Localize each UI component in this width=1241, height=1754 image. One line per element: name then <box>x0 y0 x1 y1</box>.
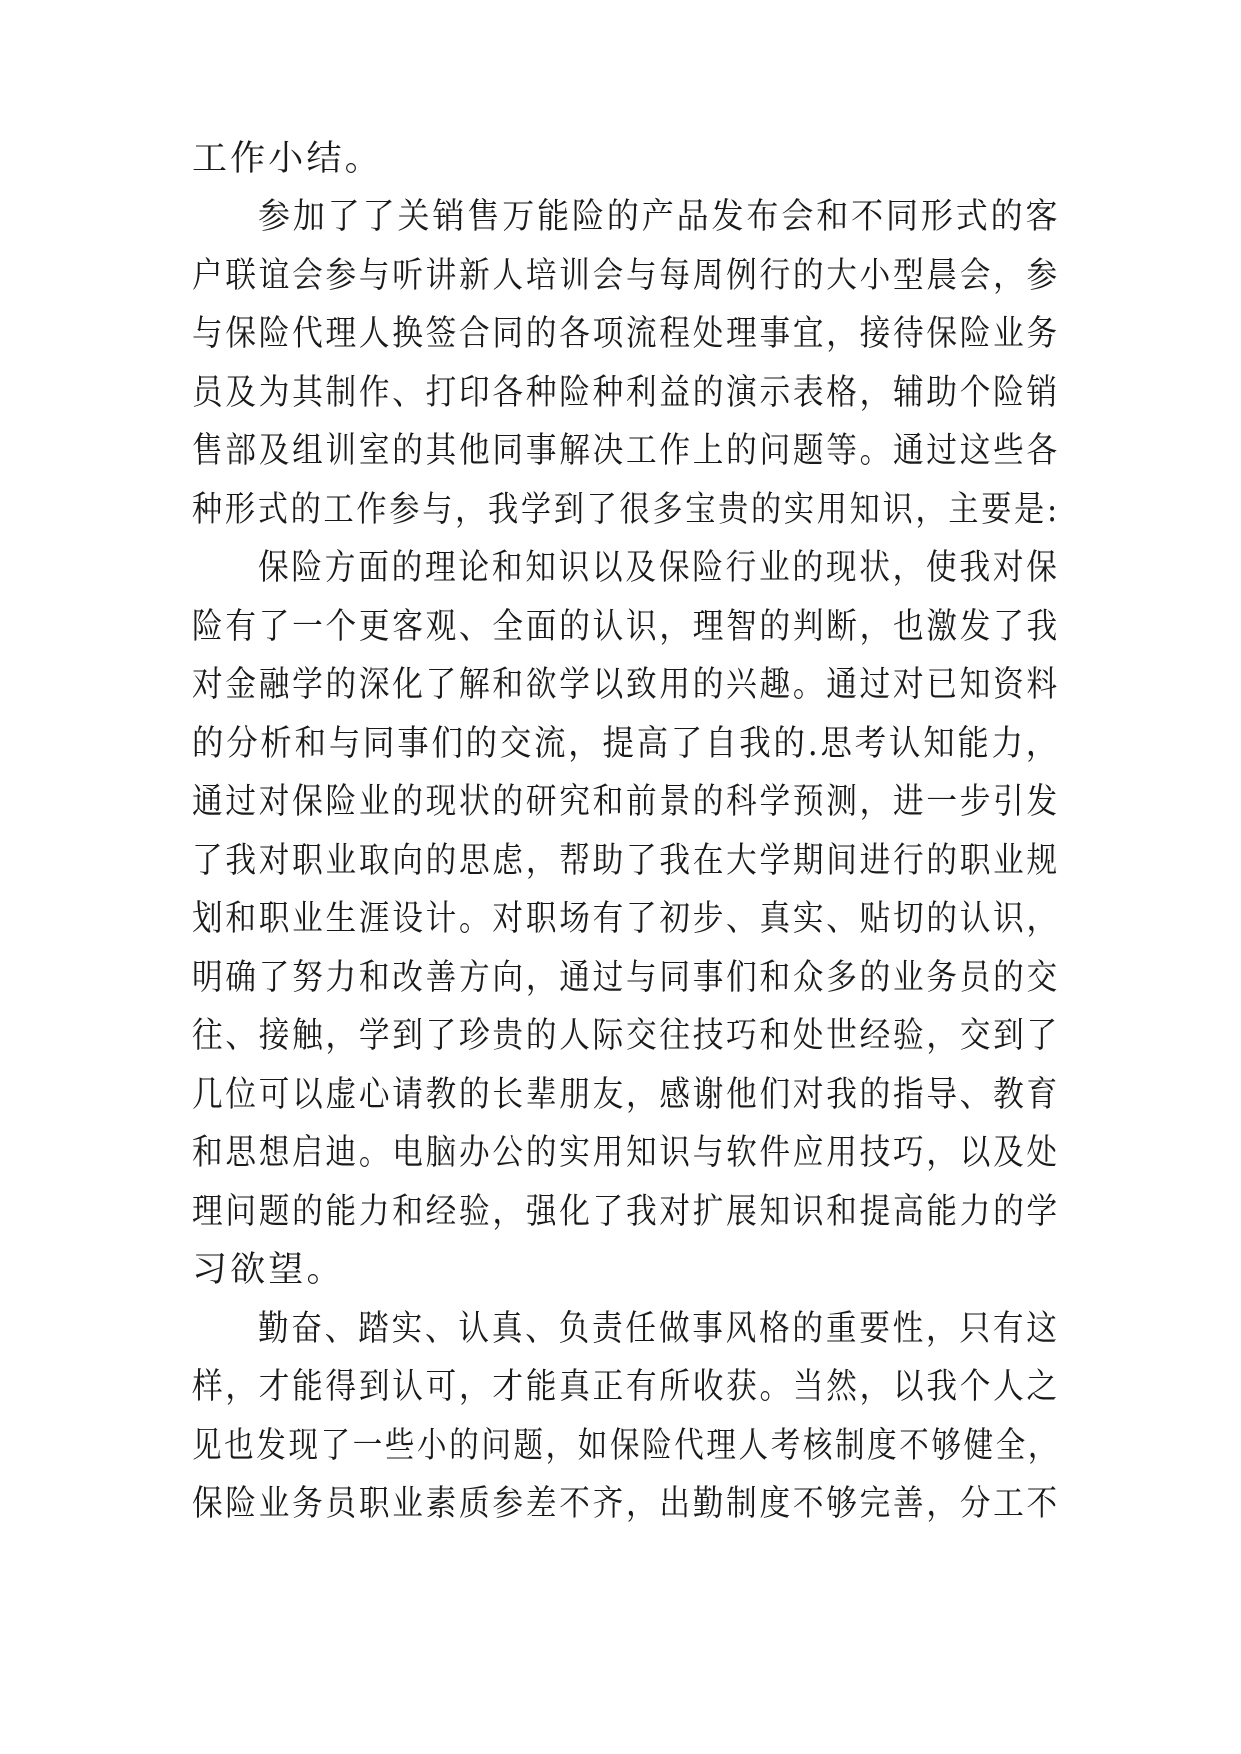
text-line: 的分析和与同事们的交流，提高了自我的.思考认知能力， <box>192 724 1061 764</box>
text-line: 见也发现了一些小的问题，如保险代理人考核制度不够健全， <box>192 1426 1061 1466</box>
text-line: 保险方面的理论和知识以及保险行业的现状，使我对保 <box>258 548 1060 588</box>
text-line: 勤奋、踏实、认真、负责任做事风格的重要性，只有这 <box>258 1309 1060 1349</box>
text-line: 参加了了关销售万能险的产品发布会和不同形式的客 <box>258 197 1061 237</box>
text-line: 明确了努力和改善方向，通过与同事们和众多的业务员的交 <box>192 958 1060 998</box>
text-line: 种形式的工作参与，我学到了很多宝贵的实用知识，主要是: <box>192 490 1060 530</box>
text-line: 工作小结。 <box>192 139 383 179</box>
text-line: 售部及组训室的其他同事解决工作上的问题等。通过这些各 <box>192 431 1060 471</box>
text-line: 划和职业生涯设计。对职场有了初步、真实、贴切的认识， <box>192 899 1060 939</box>
text-line: 几位可以虚心请教的长辈朋友，感谢他们对我的指导、教育 <box>192 1075 1060 1115</box>
text-line: 样，才能得到认可，才能真正有所收获。当然，以我个人之 <box>192 1367 1060 1407</box>
text-line: 理问题的能力和经验，强化了我对扩展知识和提高能力的学 <box>192 1192 1060 1232</box>
text-line: 通过对保险业的现状的研究和前景的科学预测，进一步引发 <box>192 782 1060 822</box>
text-line: 户联谊会参与听讲新人培训会与每周例行的大小型晨会，参 <box>192 256 1060 296</box>
text-line: 了我对职业取向的思虑，帮助了我在大学期间进行的职业规 <box>192 841 1060 881</box>
text-line: 习欲望。 <box>192 1250 345 1290</box>
text-line: 险有了一个更客观、全面的认识，理智的判断，也激发了我 <box>192 607 1060 647</box>
text-line: 和思想启迪。电脑办公的实用知识与软件应用技巧，以及处 <box>192 1133 1060 1173</box>
text-line: 员及为其制作、打印各种险种利益的演示表格，辅助个险销 <box>192 373 1060 413</box>
text-line: 对金融学的深化了解和欲学以致用的兴趣。通过对已知资料 <box>192 665 1060 705</box>
text-line: 与保险代理人换签合同的各项流程处理事宜，接待保险业务 <box>192 314 1060 354</box>
text-line: 往、接触，学到了珍贵的人际交往技巧和处世经验，交到了 <box>192 1016 1060 1056</box>
text-line: 保险业务员职业素质参差不齐，出勤制度不够完善，分工不 <box>192 1484 1060 1524</box>
